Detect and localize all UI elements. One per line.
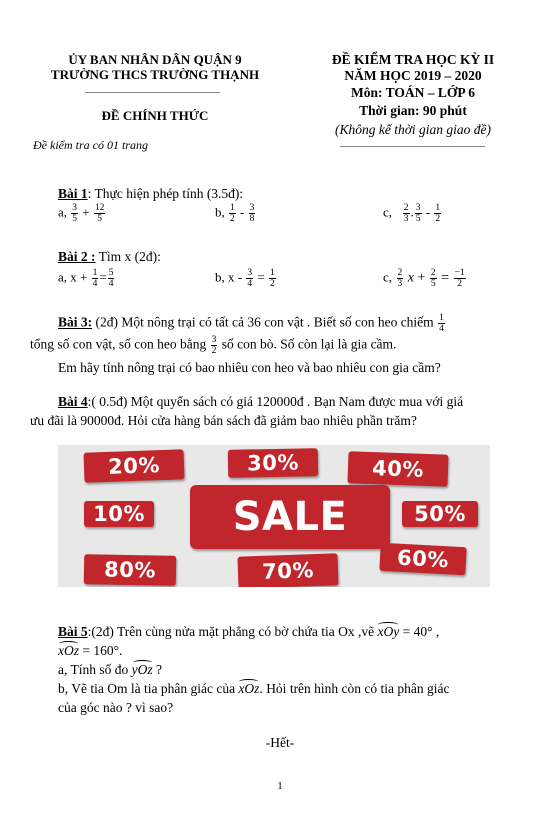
fraction: $\frac{2}{3}$ [403,203,409,224]
bai2-c-label: c, [383,269,393,285]
fraction: $\frac{1}{4}$ [439,313,444,334]
discount-tag: 40% [347,451,448,486]
discount-tag: 80% [84,554,177,586]
discount-tag: 30% [228,448,318,478]
equals: = [99,269,107,285]
official-label: ĐỀ CHÍNH THỨC [101,108,209,123]
bai2-b-label: b, x - [215,269,243,285]
header-right-rule [340,146,485,147]
variable-x: x [407,270,414,286]
fraction: $\frac{12}{5}$ [94,203,105,224]
bai5-line4 [58,681,450,697]
bai1-text: : Thực hiện phép tính (3.5đ): [87,186,244,201]
bai5-text: = 160°. [79,643,123,658]
equals: = [441,270,450,286]
bai3-title: Bài 3: [58,314,93,330]
op: - [425,204,431,220]
bai5-line5: của góc nào ? vì sao? [58,700,174,715]
page-number: 1 [277,780,283,792]
discount-tag: 50% [402,501,478,527]
bai3-text: (2đ) Một nông trại có tất cả 36 con vật . Biết số con heo chiếm [92,314,434,330]
school-year: NĂM HỌC 2019 – 2020 [344,68,482,83]
bai3-text: tổng số con vật, số con heo bằng [30,336,207,352]
fraction: $\frac{2}{5}$ [430,268,436,289]
bai4-line1 [58,394,463,410]
fraction: $\frac{1}{2}$ [230,203,235,224]
bai1-b [215,203,256,224]
bai1-c-label: c, [383,204,393,220]
bai1-c [383,203,442,224]
header-left-rule [85,92,220,93]
fraction: $\frac{3}{5}$ [72,203,78,224]
op: - [240,204,245,220]
op: . [410,204,414,220]
bai5-text: b, Vẽ tia Om là tia phân giác của [58,681,236,696]
bai2-a-label: a, x + [58,269,88,285]
angle-xoy: xOy [377,624,400,639]
bai5-title: Bài 5 [58,624,88,639]
bai3-line2 [30,335,396,356]
discount-tag: 10% [84,501,154,527]
bai3-line1 [58,313,446,334]
duration: Thời gian: 90 phút [359,103,467,118]
bai5-text: a, Tính số đo [58,662,129,677]
bai5-line1 [58,624,439,640]
fraction: $\frac{-1}{2}$ [454,268,465,289]
fraction: $\frac{1}{2}$ [435,203,441,224]
bai5-text: = 40° , [399,624,440,639]
bai2-heading [58,249,161,265]
fraction: $\frac{3}{4}$ [247,268,253,289]
op: + [82,204,90,220]
bai1-a [58,203,106,224]
bai4-title: Bài 4 [58,394,88,409]
bai2-text: Tìm x (2đ): [95,249,161,264]
subject: Môn: TOÁN – LỚP 6 [350,85,476,100]
bai4-line2: ưu đãi là 90000đ. Hỏi cửa hàng bán sách đã giảm bao nhiêu phần trăm? [30,413,417,428]
bai1-a-label: a, [58,204,68,220]
bai5-text: :(2đ) Trên cùng nửa mặt phẳng có bờ chứa tia Ox ,vẽ [87,624,375,639]
fraction: $\frac{3}{2}$ [211,335,217,356]
bai5-line3 [58,662,162,678]
sale-tag: SALE [190,485,390,549]
bai2-title: Bài 2 : [58,249,96,264]
header-left-line2: TRƯỜNG THCS TRƯỜNG THẠNH [50,67,260,82]
angle-yoz: yOz [131,662,153,677]
end-marker: -Hết- [265,735,295,750]
discount-tag: 20% [84,449,185,482]
sale-image [58,445,490,587]
angle-xoz: xOz [58,643,79,658]
discount-tag: 70% [237,553,338,587]
op: + [417,270,426,286]
fraction: $\frac{1}{2}$ [269,268,275,289]
bai3-text: số con bò. Số còn lại là gia cầm. [221,336,397,352]
equals: = [257,269,265,285]
exam-title: ĐỀ KIỂM TRA HỌC KỲ II [331,52,495,67]
bai5-text: . Hỏi trên hình còn có tia phân giác [259,681,450,696]
fraction: $\frac{1}{4}$ [92,268,98,289]
bai4-text: :( 0.5đ) Một quyển sách có giá 120000đ . Bạn Nam được mua với giá [87,394,464,409]
fraction: $\frac{5}{4}$ [108,268,114,289]
header-left-line1: ỦY BAN NHÂN DÂN QUẬN 9 [68,52,242,67]
bai5-text: ? [152,662,162,677]
bai5-line2 [58,643,122,659]
bai2-a [58,268,115,289]
bai1-title: Bài 1 [58,186,88,201]
bai1-heading [58,186,243,202]
duration-note: (Không kể thời gian giao đề) [334,122,492,137]
fraction: $\frac{3}{8}$ [249,203,255,224]
discount-tag: 60% [379,543,466,575]
bai2-c [383,268,467,289]
fraction: $\frac{2}{3}$ [397,268,403,289]
bai2-b [215,268,277,289]
angle-xoz: xOz [238,681,260,696]
bai1-b-label: b, [215,204,225,220]
bai3-line3: Em hãy tính nông trại có bao nhiêu con heo và bao nhiêu con gia cầm? [58,360,441,375]
pages-note: Đề kiểm tra có 01 trang [33,138,148,152]
fraction: $\frac{3}{5}$ [415,203,421,224]
